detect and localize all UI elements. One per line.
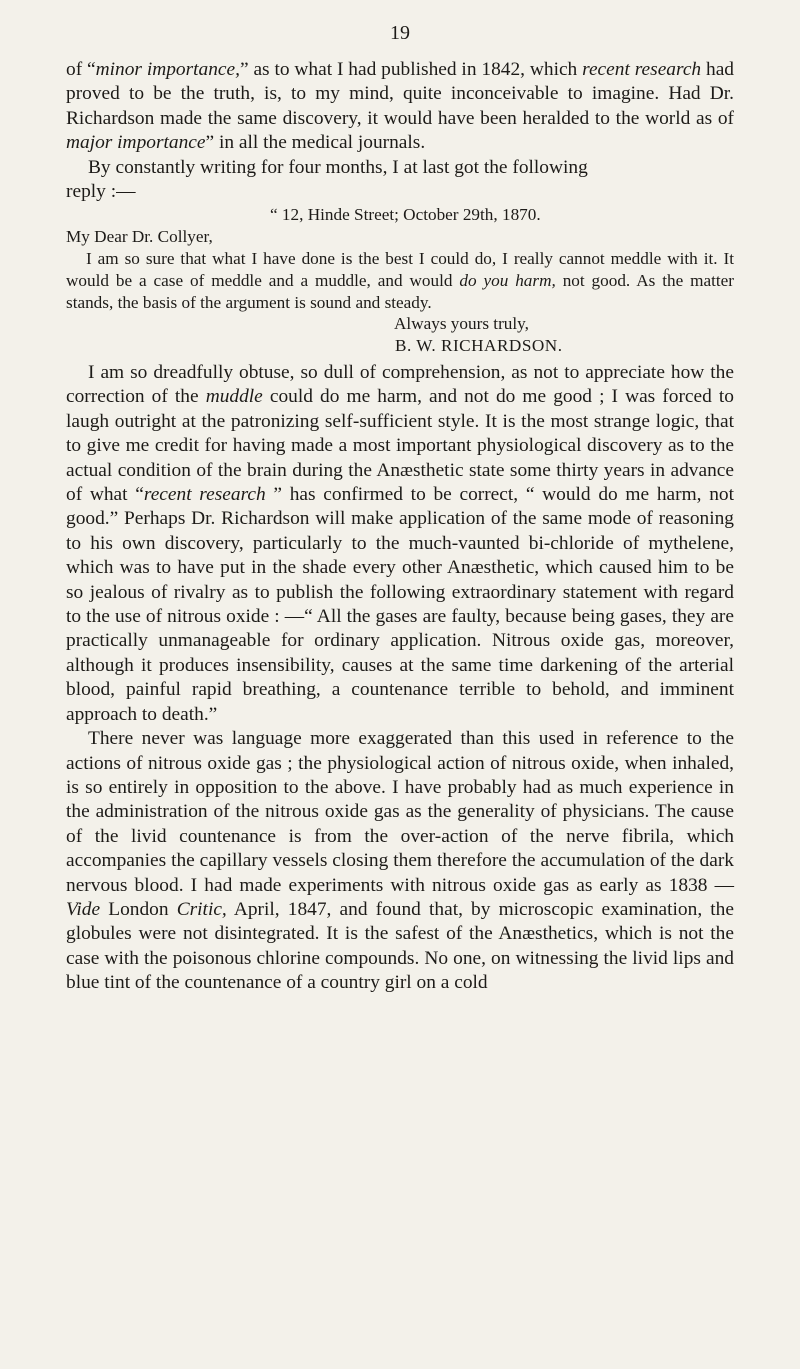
italic-run: recent research (143, 484, 266, 506)
italic-run: recent research (582, 59, 702, 80)
italic-run: Critic, (176, 898, 227, 920)
quoted-letter (66, 204, 734, 357)
text-run: There never was language more exaggerated than this used in reference to the actions of nitrous oxide gas ; the physiological action of nitrous oxide, when inhaled, is so entirely in opposition to the above. I have probably had as much experience in the administration of the nitrous oxide gas as the generality of physicians. The cause of the livid countenance is from the over-action of the nerve fibrila, which accompanies the capillary vessels closing them therefore the accumulation of the dark nervous blood. I had made experiments with nitrous oxide gas as early as 1838 — (66, 728, 734, 896)
italic-run: Vide (66, 898, 101, 920)
body-text (66, 58, 734, 996)
paragraph-dreadfully-obtuse (66, 361, 734, 727)
text-run: I am so dreadfully obtuse, so dull of comprehension, as not to appreciate how the correction of the (66, 362, 734, 408)
text-run: April, 1847, and found that, by microscopic examination, the globules were not disintegrated. It is the safest of the Anæsthetics, which is not the case with the poisonous chlorine compounds. No one, on witnessing the livid lips and blue tint of the countenance of a country girl on a cold (66, 898, 734, 994)
page-number: 19 (390, 22, 410, 44)
reply-label: reply :— (66, 181, 136, 203)
paragraph-never-was-language (66, 727, 734, 995)
text-run: ” as to what I had published in 1842, which (239, 59, 583, 80)
text-run: could do me harm, and not do me good ; I was forced to laugh outright at the patronizing self-sufficient style. It is the most strange logic, that to give me credit for having made a most important physiological discovery as to the actual condition of the brain during the Anæsthetic state some thirty years in advance of what “ (66, 386, 734, 506)
italic-run: muddle (205, 386, 263, 408)
text-run: I am so sure that what I have done is the best I could do, I really cannot meddle with it. It would be a case of meddle and a muddle, and would (66, 249, 734, 290)
text-run: ” in all the medical journals. (205, 132, 426, 154)
text-run: London (100, 898, 177, 920)
letter-body (66, 248, 734, 313)
text-run: had proved to be the truth, is, to my mind, quite inconceivable to imagine. Had Dr. Richardson made the same discovery, it would have been heralded to the world as of (66, 59, 735, 129)
italic-run: major importance (66, 132, 206, 154)
paragraph-minor-importance (66, 58, 734, 156)
text-run: of “ (66, 59, 96, 80)
italic-run: do you harm, (459, 270, 556, 290)
paragraph-constantly-writing: By constantly writing for four months, I at last got the following (88, 156, 588, 178)
letter-closing: Always yours truly, (394, 314, 529, 334)
text-run: not good. As the matter stands, the basis of the argument is sound and steady. (66, 270, 735, 312)
letter-signature: B. W. RICHARDSON. (395, 336, 563, 356)
letter-salutation: My Dear Dr. Collyer, (66, 227, 213, 247)
text-run: ” has confirmed to be correct, “ would do me harm, not good.” Perhaps Dr. Richardson will make application of the same mode of reasoning to his own discovery, particularly to the much-vaunted bi-chloride of mythelene, which was to have put in the shade every other Anæsthetic, which caused him to be so jealous of rivalry as to publish the following extraordinary statement with regard to the use of nitrous oxide : —“ All the gases are faulty, because being gases, they are practically unmanageable for ordinary application. Nitrous oxide gas, moreover, although it produces insensibility, causes at the same time darkening of the arterial blood, painful rapid breathing, a countenance terrible to behold, and imminent approach to death.” (66, 484, 734, 725)
letter-dateline: “ 12, Hinde Street; October 29th, 1870. (270, 205, 541, 225)
italic-run: minor importance, (95, 59, 240, 80)
